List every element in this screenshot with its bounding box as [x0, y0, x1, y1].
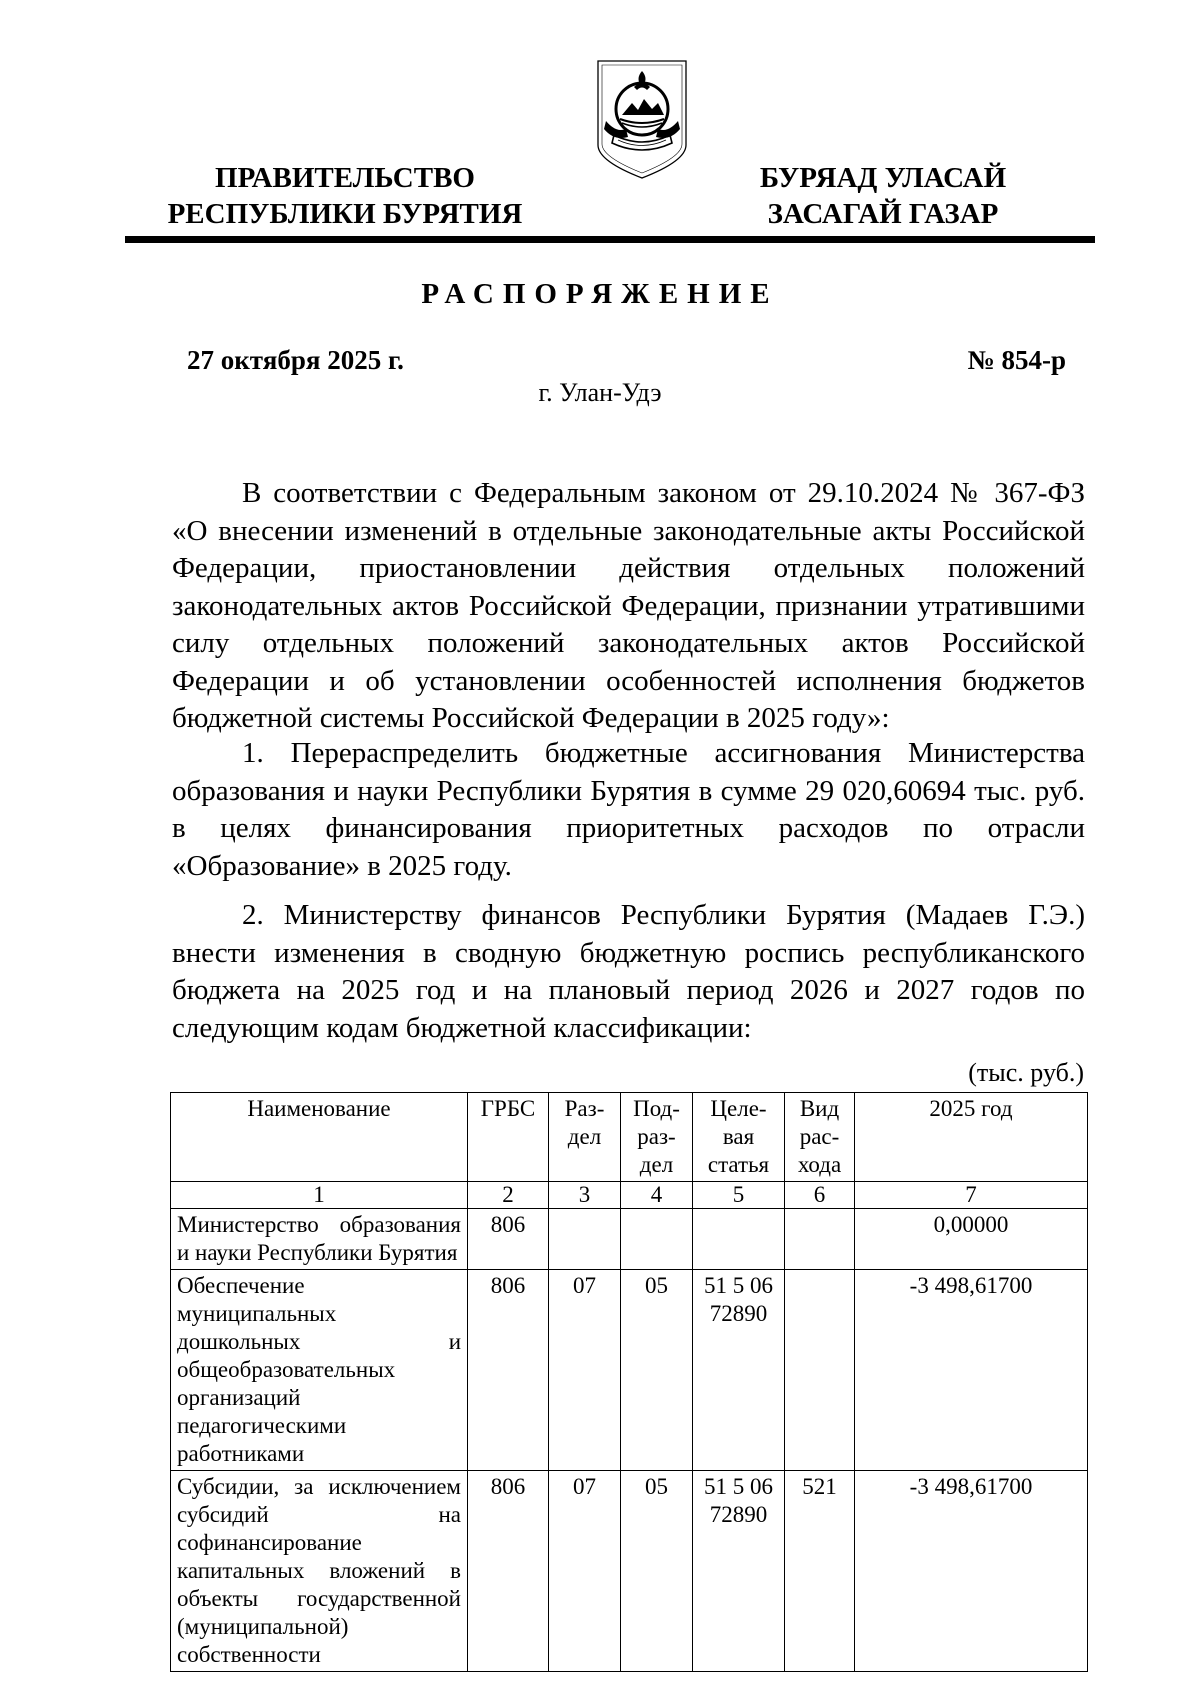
document-city: г. Улан-Удэ	[538, 378, 662, 407]
row-expense-type	[785, 1270, 855, 1471]
header-cell-subsection: Под- раз- дел	[621, 1093, 693, 1182]
header-cell-target-item: Целе- вая статья	[693, 1093, 785, 1182]
table-row	[171, 1270, 1088, 1471]
row-grbs: 806	[468, 1270, 549, 1471]
row-target-item: 51 5 06 72890	[693, 1471, 785, 1672]
header-right-block	[728, 160, 1038, 232]
row-grbs: 806	[468, 1471, 549, 1672]
column-number: 4	[621, 1182, 693, 1209]
row-name: Субсидии, за исключением субсидий на софинансирование капитальных вложений в объекты государственной (муниципальной) собственности	[171, 1471, 468, 1672]
header-cell-expense-type: Вид рас- хода	[785, 1093, 855, 1182]
document-type: РАСПОРЯЖЕНИЕ	[421, 278, 779, 310]
header-left-line2: РЕСПУБЛИКИ БУРЯТИЯ	[167, 198, 523, 230]
table-unit-label: (тыс. руб.)	[968, 1058, 1084, 1087]
header-cell-grbs: ГРБС	[468, 1093, 549, 1182]
row-expense-type	[785, 1209, 855, 1270]
row-name: Обеспечение муниципальных дошкольных и общеобразовательных организаций педагогическими работниками	[171, 1270, 468, 1471]
column-number: 3	[549, 1182, 621, 1209]
row-grbs: 806	[468, 1209, 549, 1270]
row-section	[549, 1209, 621, 1270]
row-target-item	[693, 1209, 785, 1270]
table-header-row	[171, 1093, 1088, 1182]
column-number: 7	[855, 1182, 1088, 1209]
table-row	[171, 1471, 1088, 1672]
column-number: 2	[468, 1182, 549, 1209]
header-divider	[125, 236, 1095, 243]
row-section: 07	[549, 1270, 621, 1471]
header-right-line2: ЗАСАГАЙ ГАЗАР	[767, 198, 999, 230]
document-number: № 854-р	[967, 345, 1066, 375]
row-expense-type: 521	[785, 1471, 855, 1672]
clause-2-paragraph: 2. Министерству финансов Республики Бурятия (Мадаев Г.Э.) внести изменения в сводную бюджетную роспись республиканского бюджета на 2025 год и на плановый период 2026 и 2027 годов по следующим кодам бюджетной классификации:	[172, 899, 1085, 1044]
row-subsection	[621, 1209, 693, 1270]
header-left-block	[160, 160, 530, 232]
coat-of-arms-emblem-icon	[592, 57, 692, 182]
column-number-row	[171, 1182, 1088, 1209]
row-target-item: 51 5 06 72890	[693, 1270, 785, 1471]
header-cell-name: Наименование	[171, 1093, 468, 1182]
row-subsection: 05	[621, 1471, 693, 1672]
row-section: 07	[549, 1471, 621, 1672]
column-number: 1	[171, 1182, 468, 1209]
column-number: 5	[693, 1182, 785, 1209]
budget-classification-table	[170, 1092, 1088, 1672]
header-cell-section: Раз- дел	[549, 1093, 621, 1182]
header-right-line1: БУРЯАД УЛАСАЙ	[759, 162, 1007, 194]
row-name: Министерство образования и науки Республики Бурятия	[171, 1209, 468, 1270]
row-subsection: 05	[621, 1270, 693, 1471]
document-date: 27 октября 2025 г.	[187, 345, 404, 375]
row-amount: -3 498,61700	[855, 1270, 1088, 1471]
column-number: 6	[785, 1182, 855, 1209]
row-amount: 0,00000	[855, 1209, 1088, 1270]
table-row	[171, 1209, 1088, 1270]
header-left-line1: ПРАВИТЕЛЬСТВО	[215, 162, 475, 194]
preamble-paragraph: В соответствии с Федеральным законом от 29.10.2024 № 367-ФЗ «О внесении изменений в отдельные законодательные акты Российской Федерации, приостановлении действия отдельных положений законодательных актов Российской Федерации, признании утратившими силу отдельных положений законодательных актов Российской Федерации и об установлении особенностей исполнения бюджетов бюджетной системы Российской Федерации в 2025 году»:	[172, 477, 1085, 734]
clause-1-paragraph: 1. Перераспределить бюджетные ассигнования Министерства образования и науки Республики Бурятия в сумме 29 020,60694 тыс. руб. в целях финансирования приоритетных расходов по отрасли «Образование» в 2025 году.	[172, 737, 1085, 882]
row-amount: -3 498,61700	[855, 1471, 1088, 1672]
header-cell-year: 2025 год	[855, 1093, 1088, 1182]
